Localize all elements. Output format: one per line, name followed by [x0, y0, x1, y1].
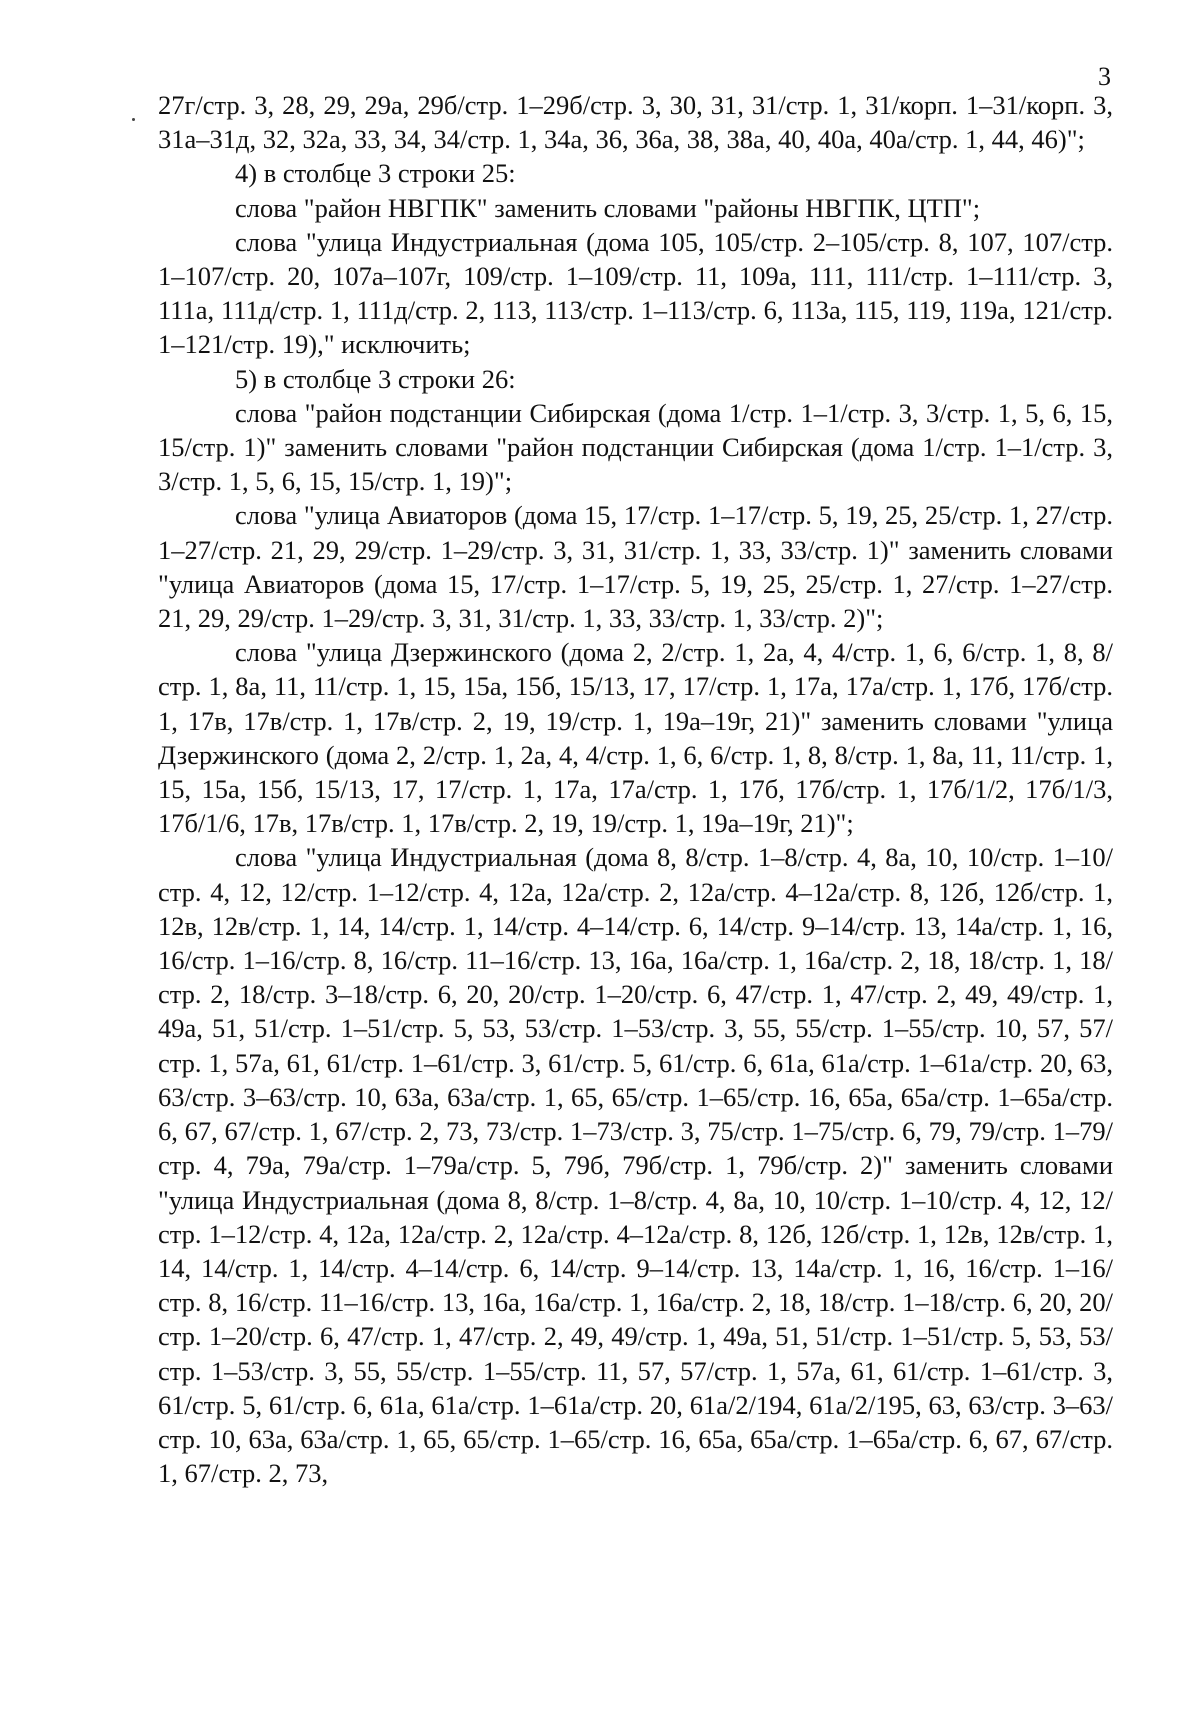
paragraph-item-5-heading: 5) в столбце 3 строки 26:: [235, 363, 516, 394]
paragraph-replace-dzerzhinskogo: слова "улица Дзержинского (дома 2, 2/стр. 1, 2а, 4, 4/стр. 1, 6, 6/стр. 1, 8, 8/стр. 1, 8а, 11, 11/стр. 1, 15, 15а, 15б, 15/13, 17, 17/стр. 1, 17а, 17а/стр. 1, 17б, 17б/стр. 1, 17в, 17в/стр. 1, 17в/стр. 2, 19, 19/стр. 1, 19а–19г, 21)" заменить словами "улица Дзержинского (дома 2, 2/стр. 1, 2а, 4, 4/стр. 1, 6, 6/стр. 1, 8, 8/стр. 1, 8а, 11, 11/стр. 1, 15, 15а, 15б, 15/13, 17, 17/стр. 1, 17а, 17а/стр. 1, 17б, 17б/стр. 1, 17б/1/2, 17б/1/3, 17б/1/6, 17в, 17в/стр. 1, 17в/стр. 2, 19, 19/стр. 1, 19а–19г, 21)";: [158, 637, 1113, 839]
paragraph-replace-industrialnaya: слова "улица Индустриальная (дома 8, 8/стр. 1–8/стр. 4, 8а, 10, 10/стр. 1–10/стр. 4, 12, 12/стр. 1–12/стр. 4, 12а, 12а/стр. 2, 12а/стр. 4–12а/стр. 8, 12б, 12б/стр. 1, 12в, 12в/стр. 1, 14, 14/стр. 1, 14/стр. 4–14/стр. 6, 14/стр. 9–14/стр. 13, 14а/стр. 1, 16, 16/стр. 1–16/стр. 8, 16/стр. 11–16/стр. 13, 16а, 16а/стр. 1, 16а/стр. 2, 18, 18/стр. 1, 18/стр. 2, 18/стр. 3–18/стр. 6, 20, 20/стр. 1–20/стр. 6, 47/стр. 1, 47/стр. 2, 49, 49/стр. 1, 49а, 51, 51/стр. 1–51/стр. 5, 53, 53/стр. 1–53/стр. 3, 55, 55/стр. 1–55/стр. 10, 57, 57/стр. 1, 57а, 61, 61/стр. 1–61/стр. 3, 61/стр. 5, 61/стр. 6, 61а, 61а/стр. 1–61а/стр. 20, 63, 63/стр. 3–63/стр. 10, 63а, 63а/стр. 1, 65, 65/стр. 1–65/стр. 16, 65а, 65а/стр. 1–65а/стр. 6, 67, 67/стр. 1, 67/стр. 2, 73, 73/стр. 1–73/стр. 3, 75/стр. 1–75/стр. 6, 79, 79/стр. 1–79/стр. 4, 79а, 79а/стр. 1–79а/стр. 5, 79б, 79б/стр. 1, 79б/стр. 2)" заменить словами "улица Индустриальная (дома 8, 8/стр. 1–8/стр. 4, 8а, 10, 10/стр. 1–10/стр. 4, 12, 12/стр. 1–12/стр. 4, 12а, 12а/стр. 2, 12а/стр. 4–12а/стр. 8, 12б, 12б/стр. 1, 12в, 12в/стр. 1, 14, 14/стр. 1, 14/стр. 4–14/стр. 6, 14/стр. 9–14/стр. 13, 14а/стр. 1, 16, 16/стр. 1–16/стр. 8, 16/стр. 11–16/стр. 13, 16а, 16а/стр. 1, 16а/стр. 2, 18, 18/стр. 1–18/стр. 6, 20, 20/стр. 1–20/стр. 6, 47/стр. 1, 47/стр. 2, 49, 49/стр. 1, 49а, 51, 51/стр. 1–51/стр. 5, 53, 53/стр. 1–53/стр. 3, 55, 55/стр. 1–55/стр. 11, 57, 57/стр. 1, 57а, 61, 61/стр. 1–61/стр. 3, 61/стр. 5, 61/стр. 6, 61а, 61а/стр. 1–61а/стр. 20, 61а/2/194, 61а/2/195, 63, 63/стр. 3–63/стр. 10, 63а, 63а/стр. 1, 65, 65/стр. 1–65/стр. 16, 65а, 65а/стр. 1–65а/стр. 6, 67, 67/стр. 1, 67/стр. 2, 73,: [158, 842, 1113, 1489]
document-body: [158, 88, 1113, 1490]
scan-speck: [132, 118, 135, 121]
page-number: 3: [1098, 62, 1111, 91]
paragraph-item-4-heading: 4) в столбце 3 строки 25:: [235, 158, 516, 189]
paragraph-continuation: 27г/стр. 3, 28, 29, 29а, 29б/стр. 1–29б/стр. 3, 30, 31, 31/стр. 1, 31/корп. 1–31/корп. 3, 31а–31д, 32, 32а, 33, 34, 34/стр. 1, 34а, 36, 36а, 38, 38а, 40, 40а, 40а/стр. 1, 44, 46)";: [158, 90, 1113, 155]
paragraph-replace-aviatorov: слова "улица Авиаторов (дома 15, 17/стр. 1–17/стр. 5, 19, 25, 25/стр. 1, 27/стр. 1–27/стр. 21, 29, 29/стр. 1–29/стр. 3, 31, 31/стр. 1, 33, 33/стр. 1)" заменить словами "улица Авиаторов (дома 15, 17/стр. 1–17/стр. 5, 19, 25, 25/стр. 1, 27/стр. 1–27/стр. 21, 29, 29/стр. 1–29/стр. 3, 31, 31/стр. 1, 33, 33/стр. 1, 33/стр. 2)";: [158, 500, 1113, 634]
paragraph-replace-sibirskaya: слова "район подстанции Сибирская (дома 1/стр. 1–1/стр. 3, 3/стр. 1, 5, 6, 15, 15/стр. 1)" заменить словами "район подстанции Сибирская (дома 1/стр. 1–1/стр. 3, 3/стр. 1, 5, 6, 15, 15/стр. 1, 19)";: [158, 397, 1113, 497]
paragraph-replace-nvgpk: слова "район НВГПК" заменить словами "районы НВГПК, ЦТП";: [235, 192, 981, 223]
paragraph-exclude-industrialnaya: слова "улица Индустриальная (дома 105, 105/стр. 2–105/стр. 8, 107, 107/стр. 1–107/стр. 20, 107а–107г, 109/стр. 1–109/стр. 11, 109а, 111, 111/стр. 1–111/стр. 3, 111а, 111д/стр. 1, 111д/стр. 2, 113, 113/стр. 1–113/стр. 6, 113а, 115, 119, 119а, 121/стр. 1–121/стр. 19)," исключить;: [158, 226, 1113, 360]
